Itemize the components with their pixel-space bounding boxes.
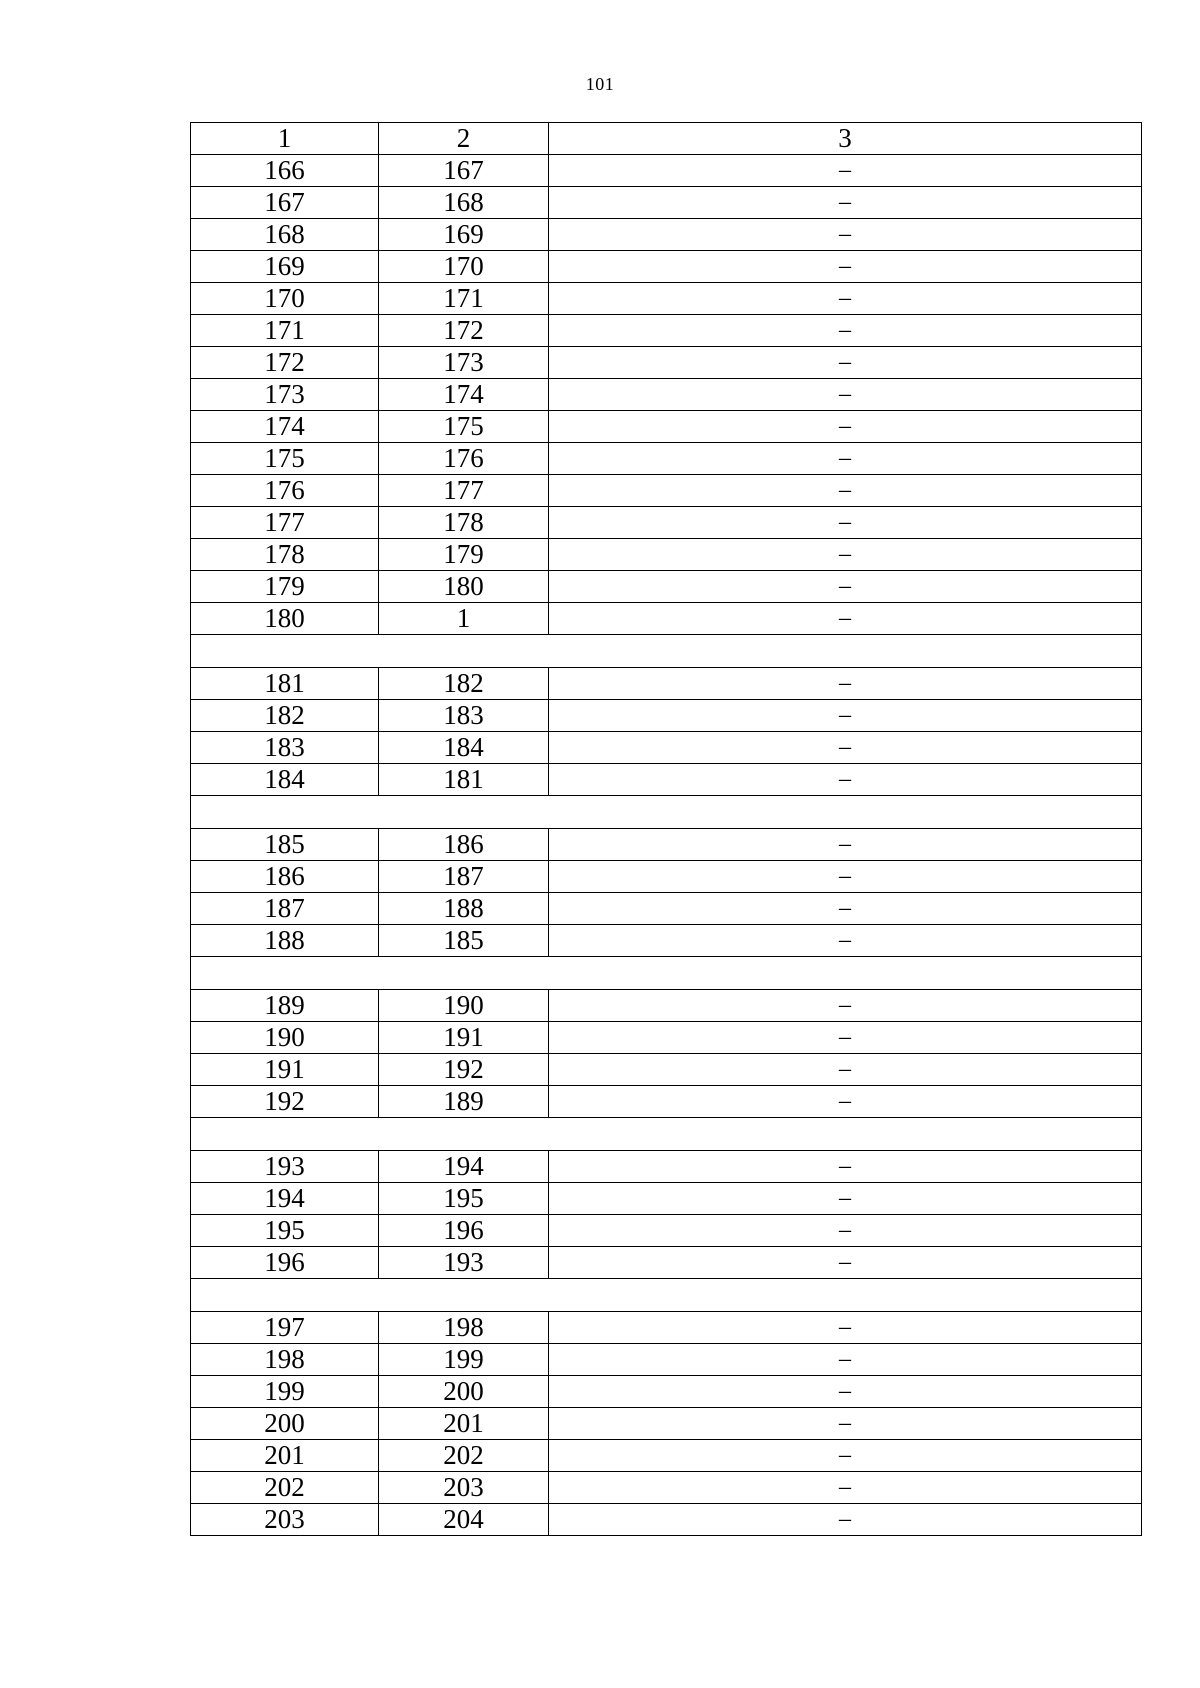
table-cell-col-2: 171 <box>379 283 549 315</box>
header-cell-3: 3 <box>549 123 1142 155</box>
table-cell-col-3: – <box>549 283 1142 315</box>
table-row <box>191 1183 1142 1215</box>
table-row <box>191 539 1142 571</box>
table-cell-col-1: 182 <box>191 700 379 732</box>
table-cell-col-1: 189 <box>191 990 379 1022</box>
table-row <box>191 925 1142 957</box>
table-row <box>191 1504 1142 1536</box>
table-row <box>191 187 1142 219</box>
table-row <box>191 251 1142 283</box>
table-cell-col-3: – <box>549 700 1142 732</box>
table-body <box>191 123 1142 1536</box>
table-cell-col-2: 172 <box>379 315 549 347</box>
table-cell-col-3: – <box>549 732 1142 764</box>
table-cell-col-2: 182 <box>379 668 549 700</box>
table-cell-col-1: 166 <box>191 155 379 187</box>
table-cell-col-1: 171 <box>191 315 379 347</box>
table-cell-col-2: 189 <box>379 1086 549 1118</box>
table-cell-col-2: 177 <box>379 475 549 507</box>
group-separator-row <box>191 796 1142 829</box>
table-cell-col-2: 203 <box>379 1472 549 1504</box>
table-cell-col-1: 202 <box>191 1472 379 1504</box>
table-cell-col-2: 167 <box>379 155 549 187</box>
table-row <box>191 893 1142 925</box>
table-cell-col-1: 190 <box>191 1022 379 1054</box>
table-cell-col-1: 196 <box>191 1247 379 1279</box>
table-cell-col-3: – <box>549 1086 1142 1118</box>
group-separator-cell <box>191 796 1142 829</box>
table-row <box>191 1054 1142 1086</box>
table-cell-col-2: 168 <box>379 187 549 219</box>
table-row <box>191 1344 1142 1376</box>
table-row <box>191 668 1142 700</box>
table-cell-col-3: – <box>549 1054 1142 1086</box>
table-cell-col-2: 188 <box>379 893 549 925</box>
table-cell-col-3: – <box>549 443 1142 475</box>
table-cell-col-3: – <box>549 1440 1142 1472</box>
table-row <box>191 219 1142 251</box>
table-cell-col-1: 173 <box>191 379 379 411</box>
table-cell-col-2: 196 <box>379 1215 549 1247</box>
table-cell-col-3: – <box>549 251 1142 283</box>
table-cell-col-3: – <box>549 347 1142 379</box>
table-cell-col-1: 197 <box>191 1312 379 1344</box>
table-cell-col-2: 181 <box>379 764 549 796</box>
table-cell-col-1: 203 <box>191 1504 379 1536</box>
table-cell-col-2: 178 <box>379 507 549 539</box>
table-cell-col-1: 178 <box>191 539 379 571</box>
group-separator-row <box>191 635 1142 668</box>
table-cell-col-1: 188 <box>191 925 379 957</box>
table-cell-col-3: – <box>549 475 1142 507</box>
table-cell-col-2: 201 <box>379 1408 549 1440</box>
table-cell-col-3: – <box>549 893 1142 925</box>
table-cell-col-2: 204 <box>379 1504 549 1536</box>
table-row <box>191 1151 1142 1183</box>
table-cell-col-2: 179 <box>379 539 549 571</box>
table-row <box>191 732 1142 764</box>
table-cell-col-3: – <box>549 829 1142 861</box>
table-cell-col-1: 181 <box>191 668 379 700</box>
table-cell-col-2: 202 <box>379 1440 549 1472</box>
table-cell-col-2: 175 <box>379 411 549 443</box>
table-cell-col-2: 173 <box>379 347 549 379</box>
table-row <box>191 1472 1142 1504</box>
table-cell-col-1: 180 <box>191 603 379 635</box>
table-row <box>191 283 1142 315</box>
group-separator-cell <box>191 1279 1142 1312</box>
table-cell-col-2: 180 <box>379 571 549 603</box>
table-row <box>191 475 1142 507</box>
table-cell-col-1: 198 <box>191 1344 379 1376</box>
table-cell-col-3: – <box>549 187 1142 219</box>
table-cell-col-2: 187 <box>379 861 549 893</box>
table-cell-col-1: 174 <box>191 411 379 443</box>
table-cell-col-3: – <box>549 603 1142 635</box>
table-cell-col-1: 186 <box>191 861 379 893</box>
table-cell-col-1: 183 <box>191 732 379 764</box>
table-cell-col-1: 199 <box>191 1376 379 1408</box>
table-cell-col-1: 201 <box>191 1440 379 1472</box>
data-table-container <box>190 122 1141 1536</box>
table-cell-col-3: – <box>549 571 1142 603</box>
table-cell-col-3: – <box>549 1504 1142 1536</box>
table-cell-col-1: 179 <box>191 571 379 603</box>
table-cell-col-2: 183 <box>379 700 549 732</box>
page-number: 101 <box>585 74 615 94</box>
table-cell-col-2: 185 <box>379 925 549 957</box>
table-cell-col-2: 170 <box>379 251 549 283</box>
table-cell-col-2: 194 <box>379 1151 549 1183</box>
table-cell-col-3: – <box>549 155 1142 187</box>
table-cell-col-3: – <box>549 990 1142 1022</box>
table-cell-col-1: 200 <box>191 1408 379 1440</box>
table-cell-col-1: 169 <box>191 251 379 283</box>
table-row <box>191 411 1142 443</box>
table-cell-col-3: – <box>549 1344 1142 1376</box>
table-cell-col-3: – <box>549 1215 1142 1247</box>
table-cell-col-2: 184 <box>379 732 549 764</box>
table-row <box>191 1408 1142 1440</box>
header-cell-1: 1 <box>191 123 379 155</box>
table-cell-col-1: 193 <box>191 1151 379 1183</box>
table-cell-col-2: 190 <box>379 990 549 1022</box>
table-cell-col-3: – <box>549 925 1142 957</box>
table-cell-col-3: – <box>549 1247 1142 1279</box>
table-cell-col-2: 195 <box>379 1183 549 1215</box>
table-cell-col-2: 192 <box>379 1054 549 1086</box>
group-separator-row <box>191 957 1142 990</box>
table-row <box>191 379 1142 411</box>
table-row <box>191 1376 1142 1408</box>
table-row <box>191 1440 1142 1472</box>
table-cell-col-1: 184 <box>191 764 379 796</box>
group-separator-cell <box>191 635 1142 668</box>
table-row <box>191 1086 1142 1118</box>
table-cell-col-1: 185 <box>191 829 379 861</box>
table-row <box>191 155 1142 187</box>
table-cell-col-3: – <box>549 861 1142 893</box>
table-cell-col-1: 175 <box>191 443 379 475</box>
table-cell-col-3: – <box>549 315 1142 347</box>
table-cell-col-1: 192 <box>191 1086 379 1118</box>
table-row <box>191 700 1142 732</box>
table-cell-col-2: 193 <box>379 1247 549 1279</box>
table-cell-col-3: – <box>549 1472 1142 1504</box>
group-separator-cell <box>191 1118 1142 1151</box>
table-cell-col-3: – <box>549 219 1142 251</box>
table-row <box>191 1247 1142 1279</box>
table-row <box>191 764 1142 796</box>
table-cell-col-2: 191 <box>379 1022 549 1054</box>
table-cell-col-3: – <box>549 411 1142 443</box>
table-cell-col-2: 174 <box>379 379 549 411</box>
table-cell-col-1: 177 <box>191 507 379 539</box>
table-cell-col-3: – <box>549 507 1142 539</box>
table-cell-col-3: – <box>549 1183 1142 1215</box>
data-table <box>190 122 1142 1536</box>
table-cell-col-3: – <box>549 1376 1142 1408</box>
table-cell-col-1: 194 <box>191 1183 379 1215</box>
table-row <box>191 507 1142 539</box>
table-cell-col-1: 191 <box>191 1054 379 1086</box>
table-cell-col-2: 169 <box>379 219 549 251</box>
header-cell-2: 2 <box>379 123 549 155</box>
table-row <box>191 315 1142 347</box>
table-row <box>191 861 1142 893</box>
table-cell-col-1: 170 <box>191 283 379 315</box>
table-cell-col-3: – <box>549 539 1142 571</box>
table-cell-col-3: – <box>549 1022 1142 1054</box>
table-cell-col-3: – <box>549 668 1142 700</box>
table-cell-col-1: 168 <box>191 219 379 251</box>
table-row <box>191 990 1142 1022</box>
table-cell-col-1: 195 <box>191 1215 379 1247</box>
table-header-row <box>191 123 1142 155</box>
table-cell-col-2: 198 <box>379 1312 549 1344</box>
table-cell-col-2: 176 <box>379 443 549 475</box>
table-cell-col-1: 172 <box>191 347 379 379</box>
table-cell-col-2: 200 <box>379 1376 549 1408</box>
table-cell-col-3: – <box>549 1312 1142 1344</box>
table-cell-col-3: – <box>549 379 1142 411</box>
table-row <box>191 1022 1142 1054</box>
group-separator-cell <box>191 957 1142 990</box>
table-cell-col-3: – <box>549 1151 1142 1183</box>
table-row <box>191 1312 1142 1344</box>
table-row <box>191 1215 1142 1247</box>
table-row <box>191 443 1142 475</box>
table-row <box>191 347 1142 379</box>
table-cell-col-2: 1 <box>379 603 549 635</box>
group-separator-row <box>191 1118 1142 1151</box>
table-cell-col-3: – <box>549 764 1142 796</box>
table-cell-col-2: 186 <box>379 829 549 861</box>
table-cell-col-1: 176 <box>191 475 379 507</box>
table-cell-col-1: 167 <box>191 187 379 219</box>
group-separator-row <box>191 1279 1142 1312</box>
table-row <box>191 829 1142 861</box>
table-row <box>191 603 1142 635</box>
table-cell-col-2: 199 <box>379 1344 549 1376</box>
table-row <box>191 571 1142 603</box>
table-cell-col-1: 187 <box>191 893 379 925</box>
table-cell-col-3: – <box>549 1408 1142 1440</box>
